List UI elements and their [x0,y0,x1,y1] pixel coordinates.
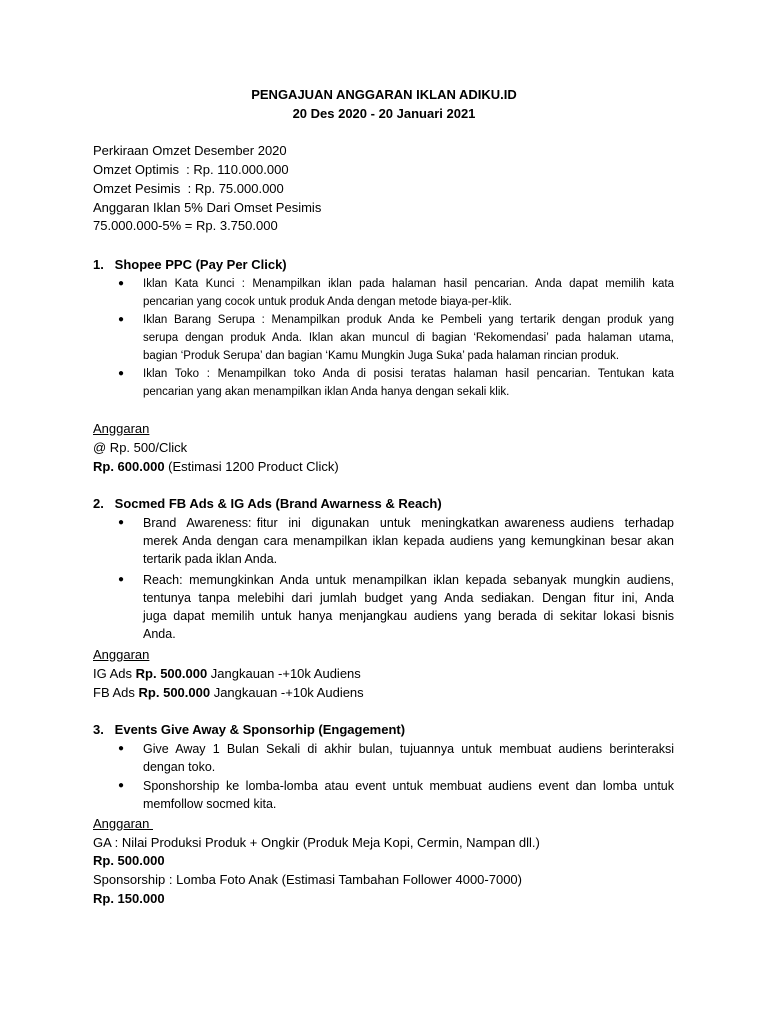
fb-amount: Rp. 500.000 [138,685,211,700]
section3-bullet-giveaway [143,740,674,776]
forecast-budget-rule: Anggaran Iklan 5% Dari Omset Pesimis [93,200,322,215]
forecast-pessimistic: Omzet Pesimis : Rp. 75.000.000 [93,181,284,196]
text-line: merek Anda dengan cara menampilkan iklan kepada audiens yang kemungkinan besar akan [143,534,674,548]
section3-sponsor-amount: Rp. 150.000 [93,891,165,906]
section2-heading: 2. Socmed FB Ads & IG Ads (Brand Awarness & Reach) [93,496,442,511]
text-line: pencarian yang cocok untuk produk Anda dengan metode biaya-per-klik. [143,296,512,308]
section1-bullet-keyword [143,275,674,311]
bullet-icon: ● [118,743,125,754]
text-line: Brand Awareness: fitur ini digunakan untuk meningkatkan awareness audiens terhadap [143,516,674,530]
section3-sponsor-line: Sponsorship : Lomba Foto Anak (Estimasi Tambahan Follower 4000-7000) [93,872,522,887]
text-line: bagian ‘Produk Serupa’ dan bagian ‘Kamu Mungkin Juga Suka’ pada halaman rincian produk. [143,350,620,362]
section2-ig-line [93,665,361,683]
section3-budget-label: Anggaran [93,816,153,831]
section1-bullet-shop [143,365,674,401]
section2-bullet-awareness [143,514,674,568]
text-line: Reach: memungkinkan Anda untuk menampilkan iklan kepada sebanyak mungkin audiens, [143,573,674,587]
section1-budget-label: Anggaran [93,421,150,436]
bullet-icon: ● [118,574,125,585]
section1-rate: @ Rp. 500/Click [93,440,188,455]
section3-ga-line: GA : Nilai Produksi Produk + Ongkir (Produk Meja Kopi, Cermin, Nampan dll.) [93,835,540,850]
forecast-heading: Perkiraan Omzet Desember 2020 [93,143,287,158]
text-line: pencarian yang akan menampilkan iklan Anda hanya dengan sekali klik. [143,386,510,398]
text-line: Give Away 1 Bulan Sekali di akhir bulan, tujuannya untuk membuat audiens berinteraksi [143,742,674,756]
section1-bullet-similar [143,311,674,365]
fb-reach: Jangkauan -+10k Audiens [210,685,364,700]
bullet-icon: ● [118,517,125,528]
text-line: tertarik pada iklan Anda. [143,552,278,566]
text-line: memfollow socmed kita. [143,797,277,811]
section1-total-note: (Estimasi 1200 Product Click) [164,459,339,474]
section3-heading: 3. Events Give Away & Sponsorhip (Engagement) [93,722,406,737]
section2-fb-line [93,684,364,702]
forecast-optimistic: Omzet Optimis : Rp. 110.000.000 [93,162,289,177]
text-line: Iklan Kata Kunci : Menampilkan iklan pada halaman hasil pencarian. Anda dapat memilih kata [143,278,674,290]
bullet-icon: ● [118,368,125,379]
section3-bullet-sponsorship [143,777,674,813]
document-title: PENGAJUAN ANGGARAN IKLAN ADIKU.ID [251,87,517,102]
text-line: serupa dengan produk Anda. Iklan akan muncul di bagian ‘Rekomendasi’ pada halaman utama, [143,332,674,344]
section2-bullet-reach [143,571,674,643]
text-line: Iklan Barang Serupa : Menampilkan produk Anda ke Pembeli yang tertarik dengan produk yang [143,314,674,326]
text-line: Sponshorship ke lomba-lomba atau event untuk membuat audiens event dan lomba untuk [143,779,674,793]
section1-total-amount: Rp. 600.000 [93,459,165,474]
text-line: Iklan Toko : Menampilkan toko Anda di posisi teratas halaman hasil pencarian. Tentukan kata [143,368,674,380]
bullet-icon: ● [118,278,125,289]
ig-reach: Jangkauan -+10k Audiens [207,666,361,681]
ig-prefix: IG Ads [93,666,136,681]
document-period: 20 Des 2020 - 20 Januari 2021 [292,106,476,121]
text-line: tentunya tanpa melebihi dari jumlah budget yang Anda sediakan. Dengan fitur ini, Anda [143,591,674,605]
text-line: juga dapat memilih untuk hanya menjangkau audiens yang berada di sekitar lokasi bisnis [143,609,674,623]
section2-budget-label: Anggaran [93,647,150,662]
section1-heading: 1. Shopee PPC (Pay Per Click) [93,257,287,272]
bullet-icon: ● [118,314,125,325]
section1-total [93,458,339,476]
forecast-calc: 75.000.000-5% = Rp. 3.750.000 [93,218,278,233]
section3-ga-amount: Rp. 500.000 [93,853,165,868]
bullet-icon: ● [118,780,125,791]
ig-amount: Rp. 500.000 [135,666,208,681]
text-line: Anda. [143,627,176,641]
text-line: dengan toko. [143,760,216,774]
fb-prefix: FB Ads [93,685,139,700]
